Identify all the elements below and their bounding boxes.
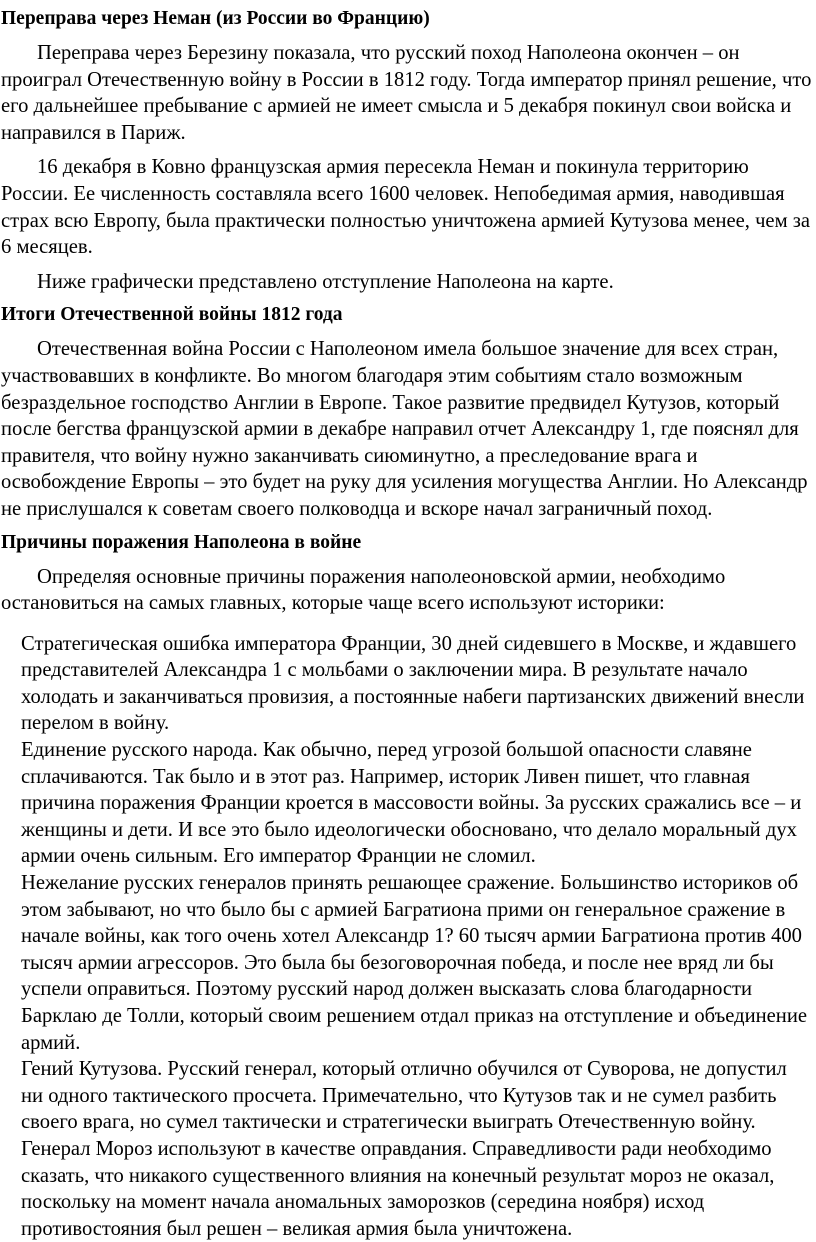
paragraph: Отечественная война России с Наполеоном имела большое значение для всех стран, участвовавших в конфликте. Во многом благодаря этим событиям стало возможным безраздельное господство Англии в Европе. Такое развитие предвидел Кутузов, который после бегства французской армии в декабре направил отчет Александру 1, где пояснял для правителя, что войну нужно заканчивать сиюминутно, а преследование врага и освобождение Европы – это будет на руку для усиления могущества Англии. Но Александр не прислушался к советам своего полководца и вскоре начал заграничный поход.: [1, 338, 808, 520]
list-item: Гений Кутузова. Русский генерал, который отлично обучился от Суворова, не допустил ни одного тактического просчета. Примечательно, что Кутузов так и не сумел разбить своего врага, но сумел тактически и стратегически выиграть Отечественную войну.: [21, 1058, 787, 1134]
section-heading-defeat-causes: Причины поражения Наполеона в войне: [1, 531, 362, 553]
list-item: Стратегическая ошибка императора Франции, 30 дней сидевшего в Москве, и ждавшего представителей Александра 1 с мольбами о заключении мира. В результате начало холодать и заканчиваться провизия, а постоянные набеги партизанских движений внесли перелом в войну.: [21, 632, 805, 735]
causes-list: [1, 631, 812, 1242]
paragraph: Определяя основные причины поражения наполеоновской армии, необходимо остановиться на самых главных, которые чаще всего используют историки:: [1, 565, 726, 615]
section-heading-war-results: Итоги Отечественной войны 1812 года: [1, 304, 343, 326]
paragraph: Ниже графически представлено отступление Наполеона на карте.: [37, 270, 614, 293]
paragraph: Переправа через Березину показала, что русский поход Наполеона окончен – он проиграл Отечественную войну в России в 1812 году. Тогда император принял решение, что его дальнейшее пребывание с армией не имеет смысла и 5 декабря покинул свои войска и направился в Париж.: [1, 42, 812, 144]
paragraph: 16 декабря в Ковно французская армия пересекла Неман и покинула территорию России. Ее численность составляла всего 1600 человек. Непобедимая армия, наводившая страх всю Европу, была практически полностью уничтожена армией Кутузова менее, чем за 6 месяцев.: [1, 156, 811, 259]
list-item: Генерал Мороз используют в качестве оправдания. Справедливости ради необходимо сказать, что никакого существенного влияния на конечный результат мороз не оказал, поскольку на момент начала аномальных заморозков (середина ноября) исход противостояния был решен – великая армия была уничтожена.: [21, 1137, 775, 1240]
list-item: Единение русского народа. Как обычно, перед угрозой большой опасности славяне сплачиваются. Так было и в этот раз. Например, историк Ливен пишет, что главная причина поражения Франции кроется в массовости войны. За русских сражались все – и женщины и дети. И все это было идеологически обосновано, что делало моральный дух армии очень сильным. Его император Франции не сломил.: [21, 739, 802, 868]
list-item: Нежелание русских генералов принять решающее сражение. Большинство историков об этом забывают, но что было бы с армией Багратиона прими он генеральное сражение в начале войны, как того очень хотел Александр 1? 60 тысяч армии Багратиона против 400 тысяч армии агрессоров. Это была бы безоговорочная победа, и после нее вряд ли бы успели оправиться. Поэтому русский народ должен высказать слова благодарности Барклаю де Толли, который своим решением отдал приказ на отступление и объединение армий.: [21, 872, 807, 1054]
section-heading-neman-crossing: Переправа через Неман (из России во Францию): [1, 8, 430, 29]
